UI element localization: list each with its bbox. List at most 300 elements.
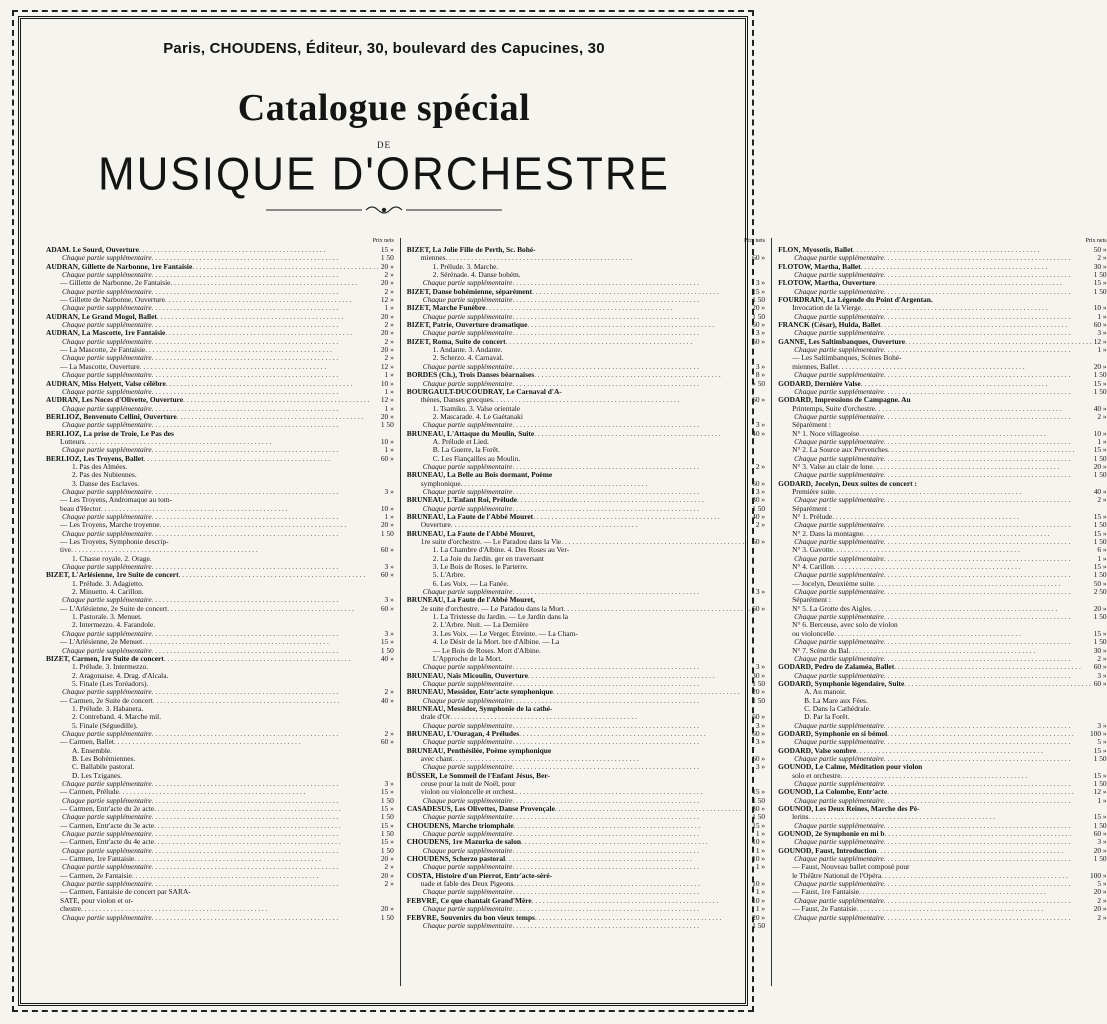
entry-title: Chaque partie supplémentaire xyxy=(62,445,152,455)
entry-price: 100 » xyxy=(1089,870,1107,880)
entry-title: BRUNEAU, Messidor, Symphonie de la cathé- xyxy=(406,703,553,713)
entry-title: Chaque partie supplémentaire xyxy=(794,311,884,321)
entry-title: Chaque partie supplémentaire xyxy=(794,370,884,380)
column-divider xyxy=(400,238,401,986)
entry-title: BERLIOZ, Les Troyens, Ballet xyxy=(46,453,144,463)
leader-dots xyxy=(144,455,379,463)
entry-title: Chaque partie supplémentaire xyxy=(62,912,152,922)
entry-price: 3 » xyxy=(755,420,766,430)
entry-title: BRUNEAU, L'Attaque du Moulin, Suite xyxy=(406,428,535,438)
entry-price: 60 » xyxy=(380,570,394,580)
entry-title: 3. Le Bois de Roses. le Parterre. xyxy=(432,562,528,572)
entry-price: 1 50 xyxy=(752,311,766,321)
entry-title: 4. Le Désir de la Mort. bre d'Albine. — La xyxy=(432,637,560,647)
entry-title: Chaque partie supplémentaire xyxy=(422,295,513,305)
entry-title: Chaque partie supplémentaire xyxy=(422,695,513,705)
entry-title: Chaque partie supplémentaire xyxy=(62,628,152,638)
entry-price: 6 » xyxy=(1097,545,1107,555)
entry-price: 3 » xyxy=(384,779,394,788)
entry-title: 2. Aragonaise. 4. Drag. d'Alcala. xyxy=(72,670,169,680)
entry-title: — Carmen, 2e Fantaisie xyxy=(60,870,132,880)
entry-price: 2 » xyxy=(1097,495,1107,505)
entry-title: N° 7. Scène du Bal xyxy=(792,645,849,655)
entry-title: Chaque partie supplémentaire xyxy=(62,687,152,697)
leader-dots xyxy=(884,914,1096,922)
entry-price: 100 » xyxy=(1089,728,1107,738)
entry-title: Chaque partie supplémentaire xyxy=(422,720,513,730)
entry-title: N° 3. Valse au clair de lune xyxy=(792,461,873,471)
entry-title: violon ou violoncelle et orchest. xyxy=(420,787,516,797)
entry-price: 15 » xyxy=(380,787,394,797)
entry-price: 20 » xyxy=(380,328,394,338)
catalogue-column-1 xyxy=(46,238,394,986)
entry-price: 3 » xyxy=(755,278,766,288)
entry-price: 2 » xyxy=(384,879,394,889)
entry-title: BRUNEAU, Penthésilée, Poème symphonique xyxy=(406,745,552,755)
entry-title: Chaque partie supplémentaire xyxy=(794,328,884,338)
entry-price: 1 » xyxy=(755,845,766,855)
entry-price: 1 » xyxy=(384,303,394,313)
entry-price: 15 » xyxy=(1093,278,1107,288)
entry-title: Chaque partie supplémentaire xyxy=(62,812,152,822)
entry-price: 15 » xyxy=(1093,528,1107,538)
entry-title: Chaque partie supplémentaire xyxy=(62,370,152,380)
entry-title: 1. Prélude. 3. Habanera. xyxy=(72,703,144,713)
entry-title: — Carmen, Entr'acte du 3e acte xyxy=(60,820,155,830)
leader-dots xyxy=(564,605,751,613)
entry-title: Chaque partie supplémentaire xyxy=(62,386,152,396)
entry-title: Chaque partie supplémentaire xyxy=(422,328,513,338)
entry-title: Chaque partie supplémentaire xyxy=(794,411,884,421)
entry-price: 20 » xyxy=(1093,361,1107,371)
entry-title: — Carmen, Fantaisie de concert par SARA- xyxy=(60,887,191,897)
entry-title: N° 3. Gavotte xyxy=(792,545,834,555)
entry-title: Chaque partie supplémentaire xyxy=(422,662,513,672)
catalogue-column-3 xyxy=(778,238,1107,986)
entry-title: Chaque partie supplémentaire xyxy=(62,303,152,313)
entry-price: 8 » xyxy=(755,370,766,380)
entry-price: 30 » xyxy=(1093,261,1107,271)
entry-price: 3 » xyxy=(755,762,766,772)
entry-title: — Carmen, Entr'acte du 4e acte xyxy=(60,837,155,847)
entry-title: GOUNOD, Le Calme, Méditation pour violon xyxy=(778,762,923,772)
entry-title: Chaque partie supplémentaire xyxy=(422,361,513,371)
entry-title: Chaque partie supplémentaire xyxy=(62,486,152,496)
entry-title: 2. La Joie du Jardin. ger en traversant xyxy=(432,553,544,563)
entry-title: Chaque partie supplémentaire xyxy=(422,737,513,747)
entry-title: Chaque partie supplémentaire xyxy=(794,386,884,396)
leader-dots xyxy=(884,346,1096,354)
entry-title: — Carmen, 1re Fantaisie xyxy=(60,854,135,864)
entry-price: 1 50 xyxy=(752,295,766,305)
leader-dots xyxy=(152,530,379,538)
entry-title: Printemps, Suite d'orchestre xyxy=(792,403,875,413)
entry-title: CASADESUS, Les Olivettes, Danse Provençale xyxy=(406,804,555,814)
supplement-price-row xyxy=(46,914,394,922)
entry-title: ou violoncelle xyxy=(792,628,835,638)
entry-title: Invocation de la Vierge xyxy=(792,303,861,313)
entry-price: 1 50 xyxy=(752,812,766,822)
entry-price: 60 » xyxy=(752,712,766,722)
entry-title: miennes xyxy=(420,253,446,263)
leader-dots xyxy=(534,430,750,438)
entry-title: SATE, pour violon et or- xyxy=(60,895,134,905)
entry-title: 1. Pas des Almées. xyxy=(72,461,128,471)
entry-title: D. Par la Forêt. xyxy=(804,712,850,722)
entry-title: miennes, Ballet xyxy=(792,361,839,371)
entry-title: L'Approche de la Mort. xyxy=(432,653,503,663)
entry-price: 10 » xyxy=(752,837,766,847)
entry-title: Chaque partie supplémentaire xyxy=(62,795,152,805)
entry-price: 1 50 xyxy=(752,795,766,805)
entry-price: 20 » xyxy=(380,311,394,321)
entry-title: 3. Les Voix. — Le Verger. Étreinte. — La Cham- xyxy=(432,628,578,638)
entry-title: — L'Arlésienne, 2e Menuet xyxy=(60,637,143,647)
entry-title: 2. L'Arbre. Nuit. — La Dernière xyxy=(432,620,529,630)
entry-price: 1 50 xyxy=(1093,570,1107,580)
entry-price: 1 » xyxy=(384,370,394,380)
entry-price: 2 » xyxy=(1097,653,1107,663)
entry-price: 3 » xyxy=(384,628,394,638)
entry-title: Chaque partie supplémentaire xyxy=(62,320,152,330)
entry-title: Chaque partie supplémentaire xyxy=(794,345,884,355)
leader-dots xyxy=(114,738,379,746)
entry-price: 15 » xyxy=(380,804,394,814)
entry-price: 20 » xyxy=(752,687,766,697)
leader-dots xyxy=(152,421,379,429)
entry-price: 1 50 xyxy=(1093,453,1107,463)
entry-price: 60 » xyxy=(1093,678,1107,688)
entry-price: 10 » xyxy=(752,895,766,905)
leader-dots xyxy=(884,588,1092,596)
entry-price: 2 » xyxy=(1097,411,1107,421)
entry-title: C. Les Fiançailles au Moulin. xyxy=(432,453,521,463)
entry-price: 1 50 xyxy=(752,503,766,513)
entry-price: 60 » xyxy=(752,603,766,613)
entry-title: 1. Pastorale. 3. Menuet. xyxy=(72,612,142,622)
entry-price: 1 50 xyxy=(752,695,766,705)
entry-price: 2 » xyxy=(384,336,394,346)
entry-price: 15 » xyxy=(1093,745,1107,755)
entry-title: — Faust, 1re Fantaisie xyxy=(792,887,860,897)
prix-nets-label: Prix nets xyxy=(743,238,766,244)
entry-price: 1 » xyxy=(755,904,766,914)
entry-price: 1 50 xyxy=(1093,370,1107,380)
entry-title: — Les Troyens, Symphonie descrip- xyxy=(60,537,169,547)
entry-title: Chaque partie supplémentaire xyxy=(62,779,152,788)
entry-title: GODARD, Dernière Valse xyxy=(778,378,861,388)
catalogue-column-2 xyxy=(407,238,765,986)
entry-title: BRUNEAU, La Faute de l'Abbé Mouret, xyxy=(406,528,535,538)
entry-title: avec chant xyxy=(420,753,453,763)
entry-title: Chaque partie supplémentaire xyxy=(62,253,152,263)
entry-price: 12 » xyxy=(1093,787,1107,797)
entry-title: Chaque partie supplémentaire xyxy=(794,779,884,788)
entry-title: Séparément : xyxy=(792,595,831,605)
entry-title: N° 2. Dans la montagne xyxy=(792,528,864,538)
entry-title: Chaque partie supplémentaire xyxy=(794,895,884,905)
entry-title: Chaque partie supplémentaire xyxy=(794,612,884,622)
entry-price: 10 » xyxy=(752,879,766,889)
entry-price: 2 » xyxy=(384,320,394,330)
entry-price: 60 » xyxy=(380,737,394,747)
entry-title: Chaque partie supplémentaire xyxy=(794,912,884,922)
entry-title: Chaque partie supplémentaire xyxy=(794,753,884,763)
entry-price: 10 » xyxy=(380,436,394,446)
entry-title: BIZET, Danse bohémienne, séparément xyxy=(406,286,533,296)
entry-title: — Gillette de Narbonne, Ouverture xyxy=(60,295,165,305)
entry-title: Chaque partie supplémentaire xyxy=(422,486,513,496)
entry-title: Chaque partie supplémentaire xyxy=(794,737,884,747)
entry-title: 1. Tsamiko. 3. Valse orientale xyxy=(432,403,521,413)
entry-price: 3 » xyxy=(384,486,394,496)
entry-price: 2 » xyxy=(384,728,394,738)
entry-price: 60 » xyxy=(752,253,766,263)
entry-title: Chaque partie supplémentaire xyxy=(422,461,513,471)
leader-dots xyxy=(884,855,1092,863)
entry-title: — Carmen, Entr'acte du 2e acte xyxy=(60,804,155,814)
entry-price: 60 » xyxy=(1093,829,1107,839)
entry-price: 15 » xyxy=(380,245,394,254)
entry-price: 15 » xyxy=(1093,378,1107,388)
entry-title: Chaque partie supplémentaire xyxy=(422,587,513,597)
entry-price: 3 » xyxy=(755,662,766,672)
entry-price: 3 » xyxy=(384,562,394,572)
entry-title: tive xyxy=(60,545,72,555)
entry-price: 1 » xyxy=(384,512,394,521)
entry-title: le Théâtre National de l'Opéra xyxy=(792,870,882,880)
entry-title: Chaque partie supplémentaire xyxy=(422,762,513,772)
entry-price: 12 » xyxy=(380,395,394,405)
entry-price: 12 » xyxy=(1093,336,1107,346)
entry-price: 1 50 xyxy=(1093,820,1107,830)
entry-price: 30 » xyxy=(752,670,766,680)
entry-price: 20 » xyxy=(1093,461,1107,471)
leader-dots xyxy=(506,338,751,346)
entry-price: 30 » xyxy=(752,804,766,814)
entry-price: 1 » xyxy=(384,386,394,396)
entry-title: Chaque partie supplémentaire xyxy=(422,812,513,822)
entry-title: AUDRAN, Les Noces d'Olivette, Ouverture xyxy=(46,395,183,405)
entry-title: 2e suite d'orchestre. — Le Paradou dans la Mort xyxy=(420,603,564,613)
leader-dots xyxy=(884,613,1092,621)
entry-title: Lutteurs xyxy=(60,436,85,446)
leader-dots xyxy=(152,914,379,922)
entry-title: FLOTOW, Martha, Ouverture xyxy=(778,278,876,288)
entry-title: — Les Troyens, Andromaque au tom- xyxy=(60,495,173,505)
entry-title: AUDRAN, Miss Helyett, Valse célèbre xyxy=(46,378,166,388)
entry-price: 1 » xyxy=(384,445,394,455)
entry-title: — Le Bois de Roses. Mort d'Albine. xyxy=(432,645,541,655)
entry-price: 60 » xyxy=(752,320,766,330)
entry-title: thènes, Danses grecques xyxy=(420,395,493,405)
leader-dots xyxy=(153,697,379,705)
entry-title: Chaque partie supplémentaire xyxy=(422,678,513,688)
entry-price: 1 50 xyxy=(1093,270,1107,280)
entry-title: CHOUDENS, Scherzo pastoral xyxy=(406,854,506,864)
entry-title: drale d'Or xyxy=(420,712,451,722)
entry-price: 3 » xyxy=(755,486,766,496)
entry-price: 1 » xyxy=(1097,795,1107,805)
entry-title: 1. Prélude. 3. Adagietto. xyxy=(72,578,144,588)
entry-title: lerins xyxy=(792,812,809,822)
entry-title: Chaque partie supplémentaire xyxy=(422,420,513,430)
entry-title: symphonique xyxy=(420,478,461,488)
entry-title: Chaque partie supplémentaire xyxy=(794,820,884,830)
entry-title: 2. Pas des Nubiennes. xyxy=(72,470,137,480)
entry-title: BRUNEAU, La Belle au Bois dormant, Poème xyxy=(406,470,553,480)
entry-price: 60 » xyxy=(752,728,766,738)
entry-title: Chaque partie supplémentaire xyxy=(794,854,884,864)
entry-title: chestre xyxy=(60,904,81,914)
entry-price: 2 50 xyxy=(1093,587,1107,597)
leader-dots xyxy=(561,538,750,546)
entry-price: 1 50 xyxy=(380,528,394,538)
entry-price: 1 50 xyxy=(380,829,394,839)
entry-price: 1 » xyxy=(384,403,394,413)
entry-title: BIZET, Marche Funèbre xyxy=(406,303,486,313)
entry-price: 60 » xyxy=(380,545,394,555)
entry-title: Chaque partie supplémentaire xyxy=(62,728,152,738)
title-ornament-icon xyxy=(266,203,502,217)
entry-price: 3 » xyxy=(1097,720,1107,730)
entry-price: 3 » xyxy=(1097,670,1107,680)
entry-title: — La Mascotte, Ouverture xyxy=(60,361,140,371)
entry-price: 15 » xyxy=(1093,812,1107,822)
entry-title: Chaque partie supplémentaire xyxy=(794,570,884,580)
entry-title: GOUNOD, La Colombe, Entr'acte xyxy=(778,787,888,797)
entry-title: GODARD, Jocelyn, Deux suites de concert : xyxy=(778,478,917,488)
entry-price: 12 » xyxy=(380,361,394,371)
entry-price: 60 » xyxy=(752,753,766,763)
entry-price: 15 » xyxy=(752,787,766,797)
entry-price: 20 » xyxy=(1093,603,1107,613)
entry-title: BIZET, Roma, Suite de concert xyxy=(406,336,506,346)
entry-title: A. Prélude et Lied. xyxy=(432,436,489,446)
supplement-price-row xyxy=(407,922,765,930)
entry-title: 2. Scherzo. 4. Carnaval. xyxy=(432,353,504,363)
prix-nets-label: Prix nets xyxy=(372,238,394,244)
entry-title: 1. Prélude. 3. Intermezzo. xyxy=(72,662,149,672)
entry-price: 15 » xyxy=(752,286,766,296)
entry-price: 1 » xyxy=(1097,436,1107,446)
entry-title: — Faust, 2e Fantaisie xyxy=(792,904,857,914)
entry-title: Séparément : xyxy=(792,420,831,430)
entry-title: GODARD, Pedro de Zalaméa, Ballet xyxy=(778,662,895,672)
entry-title: 1. Chasse royale. 2. Orage. xyxy=(72,553,152,563)
entry-title: — La Mascotte, 2e Fantaisie xyxy=(60,345,146,355)
entry-title: Chaque partie supplémentaire xyxy=(794,453,884,463)
entry-title: BRUNEAU, La Faute de l'Abbé Mouret xyxy=(406,512,534,521)
entry-title: AUDRAN, Gillette de Narbonne, 1re Fantaisie xyxy=(46,261,193,271)
entry-price: 1 50 xyxy=(1093,753,1107,763)
entry-title: — Jocelyn, Deuxième suite xyxy=(792,578,874,588)
leader-dots xyxy=(884,496,1096,504)
entry-title: 1. La Tristesse du Jardin. — Le Jardin dans la xyxy=(432,612,569,622)
entry-price: 1 » xyxy=(755,862,766,872)
entry-title: — L'Arlésienne, 2e Suite de concert xyxy=(60,603,168,613)
entry-title: Chaque partie supplémentaire xyxy=(62,528,152,538)
entry-title: ADAM. Le Sourd, Ouverture xyxy=(46,245,139,254)
entry-price: 2 » xyxy=(384,353,394,363)
entry-title: Chaque partie supplémentaire xyxy=(62,286,152,296)
entry-title: B. Les Bohémiennes. xyxy=(72,753,136,763)
entry-price: 2 » xyxy=(755,461,766,471)
entry-title: A. Ensemble. xyxy=(72,745,113,755)
entry-title: Chaque partie supplémentaire xyxy=(422,378,513,388)
entry-price: 2 » xyxy=(384,862,394,872)
entry-price: 30 » xyxy=(1093,645,1107,655)
entry-title: ceuse pour la nuit de Noël, pour xyxy=(420,779,516,788)
entry-title: 2. Minuetto. 4. Carillon. xyxy=(72,587,144,597)
entry-title: Chaque partie supplémentaire xyxy=(422,829,513,839)
entry-title: N° 1. Noce villageoise xyxy=(792,428,860,438)
entry-title: — Gillette de Narbonne, 2e Fantaisie xyxy=(60,278,171,288)
entry-price: 15 » xyxy=(1093,628,1107,638)
entry-title: BRUNEAU, La Faute de l'Abbé Mouret, xyxy=(406,595,535,605)
entry-title: N° 4. Carillon xyxy=(792,562,834,572)
entry-title: CHOUDENS, 1re Mazurka de salon xyxy=(406,837,522,847)
entry-title: — Carmen, Ballet xyxy=(60,737,114,747)
entry-price: 15 » xyxy=(1093,445,1107,455)
entry-price: 15 » xyxy=(752,820,766,830)
entry-title: beau d'Hector xyxy=(60,503,101,513)
entry-title: CHOUDENS, Marche triomphale xyxy=(406,820,514,830)
entry-title: FOURDRAIN, La Légende du Point d'Argentan. xyxy=(778,295,933,305)
leader-dots xyxy=(493,396,750,404)
entry-price: 20 » xyxy=(1093,887,1107,897)
entry-price: 20 » xyxy=(380,261,394,271)
entry-price: 50 » xyxy=(1093,245,1107,254)
entry-title: Chaque partie supplémentaire xyxy=(794,637,884,647)
entry-price: 10 » xyxy=(380,503,394,513)
entry-title: BIZET, L'Arlésienne, 1re Suite de concert xyxy=(46,570,179,580)
entry-price: 20 » xyxy=(380,345,394,355)
entry-title: Chaque partie supplémentaire xyxy=(62,403,152,413)
entry-title: Chaque partie supplémentaire xyxy=(62,879,152,889)
entry-price: 1 50 xyxy=(380,845,394,855)
entry-title: GOUNOD, 2e Symphonie en mi b xyxy=(778,829,885,839)
entry-price: 2 » xyxy=(755,520,766,530)
entry-price: 1 50 xyxy=(1093,470,1107,480)
entry-price: 20 » xyxy=(1093,845,1107,855)
entry-price: 3 » xyxy=(755,720,766,730)
entry-title: Ouverture xyxy=(420,520,451,530)
entry-title: — Faust, Nouveau ballet composé pour xyxy=(792,862,910,872)
entry-price: 1 50 xyxy=(380,645,394,655)
entry-title: GOUNOD, Les Deux Reines, Marche des Pè- xyxy=(778,804,920,814)
entry-title: Chaque partie supplémentaire xyxy=(62,353,152,363)
entry-price: 20 » xyxy=(380,854,394,864)
entry-price: 1 50 xyxy=(1093,537,1107,547)
entry-price: 3 » xyxy=(755,328,766,338)
supplement-price-row xyxy=(778,914,1107,922)
entry-title: Chaque partie supplémentaire xyxy=(794,653,884,663)
leader-dots xyxy=(512,588,753,596)
entry-title: AUDRAN, La Mascotte, 1re Fantaisie xyxy=(46,328,166,338)
entry-price: 5 » xyxy=(1097,879,1107,889)
entry-title: Chaque partie supplémentaire xyxy=(794,436,884,446)
entry-price: 3 » xyxy=(755,361,766,371)
title-connector: DE xyxy=(377,140,391,150)
entry-title: BERLIOZ, La prise de Troie, Le Pas des xyxy=(46,428,174,438)
entry-title: BRUNEAU, L'Enfant Roi, Prélude xyxy=(406,495,518,505)
entry-price: 2 » xyxy=(384,270,394,280)
entry-price: 40 » xyxy=(380,695,394,705)
entry-price: 1 50 xyxy=(752,920,766,930)
entry-price: 2 » xyxy=(1097,895,1107,905)
entry-title: Chaque partie supplémentaire xyxy=(794,553,884,563)
